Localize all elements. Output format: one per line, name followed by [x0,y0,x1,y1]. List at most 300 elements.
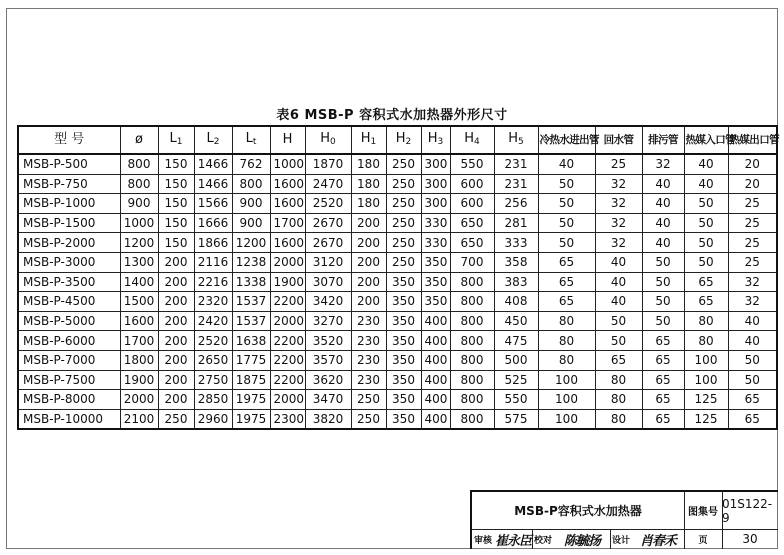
value-cell: 250 [351,409,386,429]
column-header: 热媒入口管 [684,126,728,154]
value-cell: 25 [728,252,777,272]
value-cell: 80 [595,370,642,390]
value-cell: 80 [538,311,595,331]
column-header [158,126,194,154]
value-cell: 383 [494,272,538,292]
value-cell: 400 [421,409,450,429]
value-cell: 400 [421,390,450,410]
value-cell: 1700 [120,331,158,351]
model-cell: MSB-P-8000 [18,390,120,410]
value-cell: 1775 [232,350,270,370]
value-cell: 1200 [232,233,270,253]
table-row [18,350,777,370]
value-cell: 125 [684,390,728,410]
value-cell: 1638 [232,331,270,351]
value-cell: 40 [642,213,684,233]
value-cell: 350 [421,252,450,272]
value-cell: 25 [728,233,777,253]
value-cell: 350 [421,272,450,292]
value-cell: 150 [158,194,194,214]
model-cell: MSB-P-6000 [18,331,120,351]
value-cell: 200 [158,272,194,292]
value-cell: 3620 [305,370,351,390]
value-cell: 40 [728,311,777,331]
value-cell: 2200 [270,292,305,312]
value-cell: 50 [595,311,642,331]
value-cell: 800 [450,311,494,331]
value-cell: 550 [450,154,494,174]
value-cell: 100 [538,409,595,429]
value-cell: 80 [684,311,728,331]
value-cell: 650 [450,213,494,233]
value-cell: 231 [494,154,538,174]
value-cell: 2520 [305,194,351,214]
model-cell: MSB-P-10000 [18,409,120,429]
value-cell: 200 [158,292,194,312]
value-cell: 50 [538,213,595,233]
value-cell: 32 [595,194,642,214]
review-signature: 崔永臣 [494,529,533,549]
value-cell: 330 [421,233,450,253]
review-label: 审核 [473,535,492,546]
value-cell: 700 [450,252,494,272]
value-cell: 50 [684,194,728,214]
value-cell: 800 [450,409,494,429]
design-signature: 肖春禾 [632,529,685,549]
value-cell: 40 [684,154,728,174]
value-cell: 525 [494,370,538,390]
value-cell: 250 [386,154,421,174]
value-cell: 1700 [270,213,305,233]
value-cell: 1238 [232,252,270,272]
value-cell: 65 [642,409,684,429]
value-cell: 100 [538,370,595,390]
value-cell: 200 [351,233,386,253]
value-cell: 65 [728,409,777,429]
column-header: H [270,126,305,154]
table-row [18,213,777,233]
value-cell: 358 [494,252,538,272]
value-cell: 50 [538,194,595,214]
value-cell: 250 [386,194,421,214]
value-cell: 40 [684,174,728,194]
column-header-base: L [169,130,177,146]
value-cell: 80 [538,331,595,351]
column-header-subscript: 5 [518,136,524,147]
value-cell: 150 [158,233,194,253]
value-cell: 125 [684,409,728,429]
model-cell: MSB-P-750 [18,174,120,194]
column-header [450,126,494,154]
column-header-base: H [427,130,438,146]
value-cell: 1875 [232,370,270,390]
table-row [18,272,777,292]
value-cell: 800 [450,390,494,410]
value-cell: 32 [728,272,777,292]
value-cell: 350 [386,350,421,370]
value-cell: 1975 [232,390,270,410]
value-cell: 250 [351,390,386,410]
value-cell: 800 [450,292,494,312]
value-cell: 1800 [120,350,158,370]
value-cell: 1900 [270,272,305,292]
value-cell: 1900 [120,370,158,390]
model-cell: MSB-P-7000 [18,350,120,370]
value-cell: 1537 [232,311,270,331]
value-cell: 600 [450,194,494,214]
model-cell: MSB-P-3500 [18,272,120,292]
value-cell: 1000 [270,154,305,174]
value-cell: 40 [595,272,642,292]
header-row [18,126,777,154]
value-cell: 20 [728,174,777,194]
value-cell: 1300 [120,252,158,272]
value-cell: 1466 [194,154,232,174]
value-cell: 2670 [305,233,351,253]
value-cell: 230 [351,370,386,390]
value-cell: 500 [494,350,538,370]
value-cell: 250 [158,409,194,429]
value-cell: 300 [421,174,450,194]
value-cell: 250 [386,174,421,194]
table-row [18,252,777,272]
value-cell: 50 [642,311,684,331]
value-cell: 250 [386,233,421,253]
value-cell: 1537 [232,292,270,312]
value-cell: 400 [421,331,450,351]
value-cell: 3820 [305,409,351,429]
value-cell: 1466 [194,174,232,194]
value-cell: 2650 [194,350,232,370]
model-cell: MSB-P-3000 [18,252,120,272]
page-number: 30 [742,532,758,546]
value-cell: 350 [421,292,450,312]
value-cell: 50 [728,370,777,390]
value-cell: 256 [494,194,538,214]
value-cell: 3520 [305,331,351,351]
value-cell: 800 [450,331,494,351]
value-cell: 180 [351,174,386,194]
value-cell: 40 [595,252,642,272]
value-cell: 65 [538,292,595,312]
value-cell: 3270 [305,311,351,331]
column-header-subscript: 1 [370,136,377,147]
value-cell: 32 [642,154,684,174]
value-cell: 32 [595,233,642,253]
column-header [494,126,538,154]
value-cell: 40 [642,194,684,214]
value-cell: 800 [120,174,158,194]
value-cell: 65 [642,390,684,410]
column-header-subscript: 4 [474,136,480,147]
value-cell: 200 [158,390,194,410]
value-cell: 230 [351,350,386,370]
value-cell: 50 [684,213,728,233]
column-header [386,126,421,154]
value-cell: 550 [494,390,538,410]
value-cell: 2000 [270,311,305,331]
value-cell: 50 [684,233,728,253]
table-row [18,331,777,351]
value-cell: 475 [494,331,538,351]
value-cell: 100 [684,370,728,390]
value-cell: 400 [421,350,450,370]
value-cell: 250 [386,213,421,233]
column-header-subscript: 3 [437,136,444,147]
value-cell: 230 [351,311,386,331]
value-cell: 200 [351,213,386,233]
table-row [18,174,777,194]
column-header: 排污管 [642,126,684,154]
value-cell: 1975 [232,409,270,429]
value-cell: 25 [728,213,777,233]
value-cell: 1600 [120,311,158,331]
value-cell: 2200 [270,370,305,390]
value-cell: 1666 [194,213,232,233]
value-cell: 300 [421,194,450,214]
value-cell: 900 [120,194,158,214]
value-cell: 65 [642,370,684,390]
value-cell: 180 [351,194,386,214]
value-cell: 32 [595,213,642,233]
value-cell: 40 [538,154,595,174]
value-cell: 300 [421,154,450,174]
column-header-base: L [245,130,253,146]
table-row [18,154,777,174]
value-cell: 50 [684,252,728,272]
table-row [18,292,777,312]
value-cell: 25 [728,194,777,214]
value-cell: 350 [386,390,421,410]
value-cell: 1000 [120,213,158,233]
value-cell: 2000 [270,252,305,272]
value-cell: 100 [684,350,728,370]
value-cell: 800 [450,272,494,292]
dimensions-table [17,125,778,430]
value-cell: 281 [494,213,538,233]
model-cell: MSB-P-5000 [18,311,120,331]
value-cell: 1866 [194,233,232,253]
value-cell: 200 [158,252,194,272]
value-cell: 80 [538,350,595,370]
value-cell: 1500 [120,292,158,312]
value-cell: 25 [595,154,642,174]
value-cell: 50 [642,292,684,312]
value-cell: 65 [595,350,642,370]
value-cell: 3070 [305,272,351,292]
signature-row [472,529,778,549]
value-cell: 333 [494,233,538,253]
value-cell: 1600 [270,194,305,214]
model-cell: MSB-P-2000 [18,233,120,253]
value-cell: 65 [642,331,684,351]
table-row [18,311,777,331]
value-cell: 3470 [305,390,351,410]
title-block [470,490,778,549]
column-header-base: H [464,130,475,146]
value-cell: 2116 [194,252,232,272]
value-cell: 1600 [270,174,305,194]
column-header-base: H [508,130,519,146]
column-header: 型 号 [18,126,120,154]
value-cell: 762 [232,154,270,174]
model-cell: MSB-P-7500 [18,370,120,390]
value-cell: 800 [232,174,270,194]
value-cell: 2200 [270,331,305,351]
check-signature: 陈毓扬 [554,529,611,549]
value-cell: 200 [158,311,194,331]
value-cell: 200 [351,292,386,312]
column-header [305,126,351,154]
value-cell: 50 [642,272,684,292]
column-header: 冷热水进出管 [538,126,595,154]
value-cell: 2100 [120,409,158,429]
value-cell: 330 [421,213,450,233]
value-cell: 50 [728,350,777,370]
value-cell: 2200 [270,350,305,370]
value-cell: 200 [158,350,194,370]
column-header-subscript: t [252,136,257,147]
page-label: 页 [684,529,723,549]
value-cell: 3420 [305,292,351,312]
value-cell: 2000 [270,390,305,410]
value-cell: 40 [728,331,777,351]
value-cell: 32 [595,174,642,194]
value-cell: 800 [450,350,494,370]
column-header [194,126,232,154]
value-cell: 350 [386,331,421,351]
table-row [18,390,777,410]
value-cell: 408 [494,292,538,312]
value-cell: 2216 [194,272,232,292]
table-row [18,409,777,429]
column-header-subscript: 1 [176,136,183,147]
value-cell: 1566 [194,194,232,214]
column-header [232,126,270,154]
value-cell: 350 [386,409,421,429]
value-cell: 2300 [270,409,305,429]
value-cell: 2320 [194,292,232,312]
value-cell: 2750 [194,370,232,390]
value-cell: 50 [595,331,642,351]
table-row [18,370,777,390]
value-cell: 40 [642,174,684,194]
model-cell: MSB-P-500 [18,154,120,174]
value-cell: 800 [120,154,158,174]
value-cell: 80 [595,409,642,429]
value-cell: 900 [232,194,270,214]
column-header [421,126,450,154]
column-header: 热媒出口管 [728,126,777,154]
value-cell: 1338 [232,272,270,292]
value-cell: 1400 [120,272,158,292]
value-cell: 575 [494,409,538,429]
value-cell: 80 [684,331,728,351]
atlas-label: 图集号 [684,492,723,530]
table-body [18,154,777,429]
model-cell: MSB-P-1500 [18,213,120,233]
value-cell: 2960 [194,409,232,429]
value-cell: 180 [351,154,386,174]
value-cell: 350 [386,370,421,390]
value-cell: 150 [158,213,194,233]
drawing-name: MSB-P容积式水加热器 [472,492,685,530]
value-cell: 3570 [305,350,351,370]
value-cell: 600 [450,174,494,194]
value-cell: 20 [728,154,777,174]
atlas-number: 01S122-9 [722,492,778,530]
value-cell: 450 [494,311,538,331]
value-cell: 250 [386,252,421,272]
value-cell: 1200 [120,233,158,253]
value-cell: 40 [642,233,684,253]
column-header [351,126,386,154]
value-cell: 231 [494,174,538,194]
value-cell: 350 [386,272,421,292]
value-cell: 65 [538,272,595,292]
column-header: ø [120,126,158,154]
value-cell: 50 [538,233,595,253]
model-cell: MSB-P-1000 [18,194,120,214]
value-cell: 400 [421,311,450,331]
value-cell: 2520 [194,331,232,351]
value-cell: 40 [595,292,642,312]
table-title: 表6 MSB-P 容积式水加热器外形尺寸 [276,108,508,123]
value-cell: 50 [642,252,684,272]
column-header-subscript: 2 [405,136,412,147]
value-cell: 200 [158,370,194,390]
table-row [18,194,777,214]
value-cell: 200 [351,252,386,272]
value-cell: 3120 [305,252,351,272]
column-header-subscript: 0 [330,136,336,147]
column-header: 回水管 [595,126,642,154]
column-header-base: L [206,130,214,146]
value-cell: 65 [642,350,684,370]
value-cell: 1870 [305,154,351,174]
value-cell: 65 [538,252,595,272]
column-header-subscript: 2 [213,136,220,147]
value-cell: 230 [351,331,386,351]
value-cell: 65 [684,292,728,312]
value-cell: 65 [684,272,728,292]
value-cell: 200 [351,272,386,292]
value-cell: 50 [538,174,595,194]
value-cell: 80 [595,390,642,410]
value-cell: 400 [421,370,450,390]
value-cell: 2000 [120,390,158,410]
value-cell: 800 [450,370,494,390]
value-cell: 2850 [194,390,232,410]
value-cell: 65 [728,390,777,410]
value-cell: 350 [386,311,421,331]
design-label: 设计 [611,535,630,546]
value-cell: 200 [158,331,194,351]
value-cell: 1600 [270,233,305,253]
table-row [18,233,777,253]
value-cell: 2470 [305,174,351,194]
column-header-base: H [395,130,406,146]
column-header-base: H [320,130,331,146]
value-cell: 900 [232,213,270,233]
check-label: 校对 [533,535,552,546]
value-cell: 650 [450,233,494,253]
value-cell: 2420 [194,311,232,331]
value-cell: 350 [386,292,421,312]
value-cell: 32 [728,292,777,312]
model-cell: MSB-P-4500 [18,292,120,312]
value-cell: 150 [158,174,194,194]
